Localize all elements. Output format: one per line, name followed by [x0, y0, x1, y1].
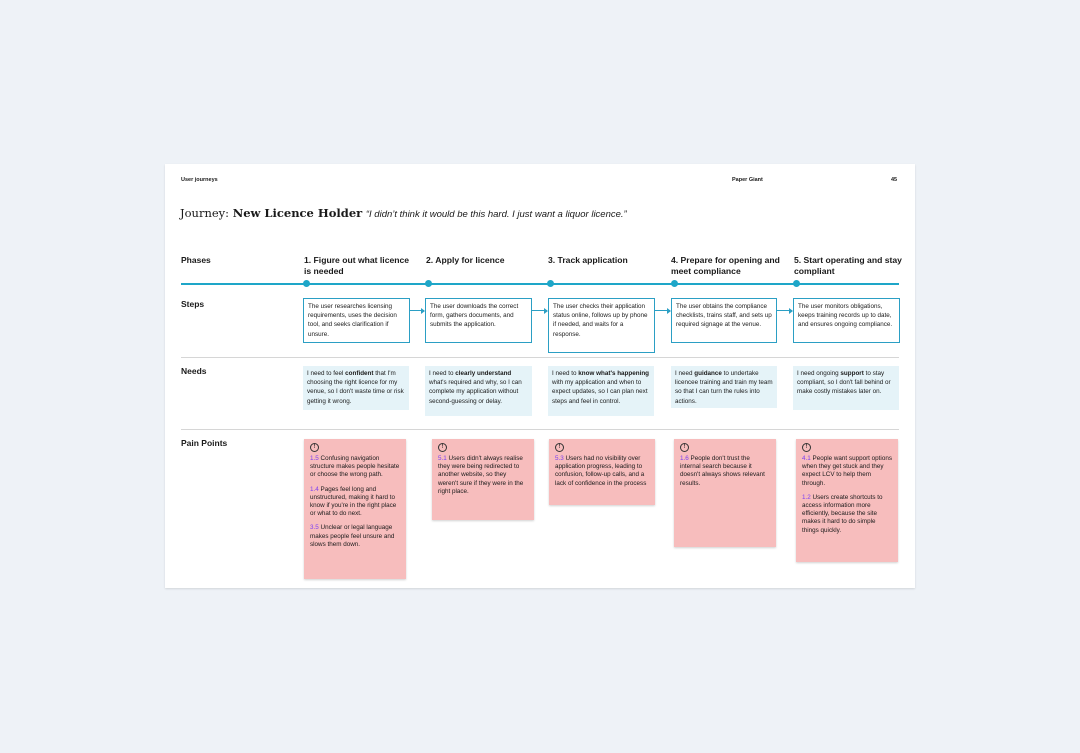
- need-text: I need to feel: [307, 370, 346, 377]
- row-label-steps: Steps: [181, 299, 205, 309]
- pain-point: [680, 455, 770, 488]
- page-title: [180, 206, 627, 220]
- info-icon: !: [555, 443, 564, 452]
- pain-point: [310, 524, 400, 549]
- step-box-5: The user monitors obligations, keeps training records up to date, and ensures ongoing compliance.: [793, 298, 900, 343]
- need-emphasis: guidance: [694, 370, 722, 377]
- phase-2: 2. Apply for licence: [426, 255, 505, 265]
- pain-code: 1.2: [802, 493, 811, 501]
- title-prefix: Journey:: [180, 206, 233, 220]
- need-text: with my application and when to expect updates, so I can plan next steps and feel in control.: [552, 379, 648, 405]
- need-text: I need ongoing: [797, 370, 841, 377]
- timeline-dot: [793, 280, 800, 287]
- pain-point: [310, 486, 400, 519]
- brand-label: Paper Giant: [732, 177, 763, 183]
- pain-code: 1.6: [680, 455, 689, 462]
- need-emphasis: know what's happening: [578, 370, 650, 377]
- need-box-5: [793, 366, 899, 410]
- step-arrow: [410, 310, 424, 311]
- need-text: I need: [675, 370, 695, 377]
- step-box-3: The user checks their application status online, follows up by phone if needed, and waits for a response.: [548, 298, 655, 353]
- need-emphasis: confident: [345, 370, 374, 377]
- pain-code: 3.5: [310, 524, 319, 532]
- journey-quote: “I didn’t think it would be this hard. I just want a liquor licence.”: [365, 209, 627, 220]
- timeline-dot: [547, 280, 554, 287]
- need-text: to undertake licencee training and train my team so that I can turn the rules into actions.: [675, 370, 773, 405]
- row-divider: [181, 357, 899, 358]
- pain-note-2: [432, 439, 534, 520]
- pain-point: [802, 494, 892, 535]
- pain-text: Users create shortcuts to access information more efficiently, because the site makes it hard to do simple things quickly.: [802, 493, 883, 534]
- step-box-4: The user obtains the compliance checklists, trains staff, and sets up required signage at the venue.: [671, 298, 777, 343]
- pain-point: [310, 455, 400, 480]
- pain-code: 1.4: [310, 485, 319, 493]
- pain-text: People don't trust the internal search because it doesn't always shows relevant results.: [680, 455, 765, 487]
- timeline-dot: [671, 280, 678, 287]
- slide: [165, 164, 915, 588]
- pain-point: [438, 455, 528, 496]
- phase-3: 3. Track application: [548, 255, 628, 265]
- row-divider: [181, 429, 899, 430]
- phase-timeline: [181, 283, 899, 285]
- pain-note-1: [304, 439, 406, 579]
- timeline-dot: [425, 280, 432, 287]
- need-emphasis: clearly understand: [455, 370, 512, 377]
- pain-text: Pages feel long and unstructured, making it hard to know if you're in the right place or what to do next.: [310, 485, 397, 518]
- info-icon: !: [310, 443, 319, 452]
- row-label-needs: Needs: [181, 366, 207, 376]
- pain-code: 1.5: [310, 455, 319, 462]
- step-box-2: The user downloads the correct form, gathers documents, and submits the application.: [425, 298, 532, 343]
- info-icon: !: [680, 443, 689, 452]
- phase-4: 4. Prepare for opening and meet compliance: [671, 255, 780, 276]
- pain-text: Users didn't always realise they were being redirected to another website, so they weren't sure if they were in the right place.: [438, 455, 524, 495]
- row-label-phases: Phases: [181, 255, 211, 265]
- phase-5: 5. Start operating and stay compliant: [794, 255, 902, 276]
- page-number: 45: [891, 177, 898, 183]
- step-arrow: [655, 310, 670, 311]
- pain-text: Unclear or legal language makes people feel unsure and slows them down.: [310, 524, 395, 548]
- pain-text: People want support options when they get stuck and they expect LCV to help them through.: [802, 455, 892, 487]
- need-box-4: [671, 366, 777, 408]
- need-text: to stay compliant, so I don't fall behind or make costly mistakes later on.: [797, 370, 891, 396]
- step-box-1: The user researches licensing requirements, uses the decision tool, and seeks clarification if unsure.: [303, 298, 410, 343]
- need-box-2: [425, 366, 532, 416]
- need-box-1: [303, 366, 409, 410]
- section-label: User journeys: [181, 177, 218, 183]
- pain-point: [555, 455, 649, 488]
- pain-text: Users had no visibility over application progress, leading to confusion, follow-up calls, and a lack of confidence in the process: [555, 455, 647, 487]
- info-icon: !: [438, 443, 447, 452]
- need-emphasis: support: [840, 370, 864, 377]
- step-arrow: [532, 310, 547, 311]
- pain-note-4: [674, 439, 776, 547]
- phase-1: 1. Figure out what licence is needed: [304, 255, 410, 276]
- need-text: that I'm choosing the right licence for my venue, so I don't waste time or risk getting it wrong.: [307, 370, 404, 405]
- timeline-dot: [303, 280, 310, 287]
- pain-note-3: [549, 439, 655, 505]
- pain-point: [802, 455, 892, 488]
- need-box-3: [548, 366, 654, 416]
- step-arrow: [777, 310, 792, 311]
- need-text: what's required and why, so I can complete my application without second-guessing or delay.: [429, 379, 522, 405]
- pain-code: 4.1: [802, 455, 811, 462]
- pain-code: 5.3: [555, 455, 564, 462]
- pain-text: Confusing navigation structure makes people hesitate or choose the wrong path.: [310, 455, 400, 479]
- info-icon: !: [802, 443, 811, 452]
- need-text: I need to: [429, 370, 456, 377]
- need-text: I need to: [552, 370, 579, 377]
- pain-note-5: [796, 439, 898, 562]
- row-label-pain-points: Pain Points: [181, 438, 228, 448]
- journey-name: New Licence Holder: [232, 206, 363, 220]
- pain-code: 5.1: [438, 455, 447, 462]
